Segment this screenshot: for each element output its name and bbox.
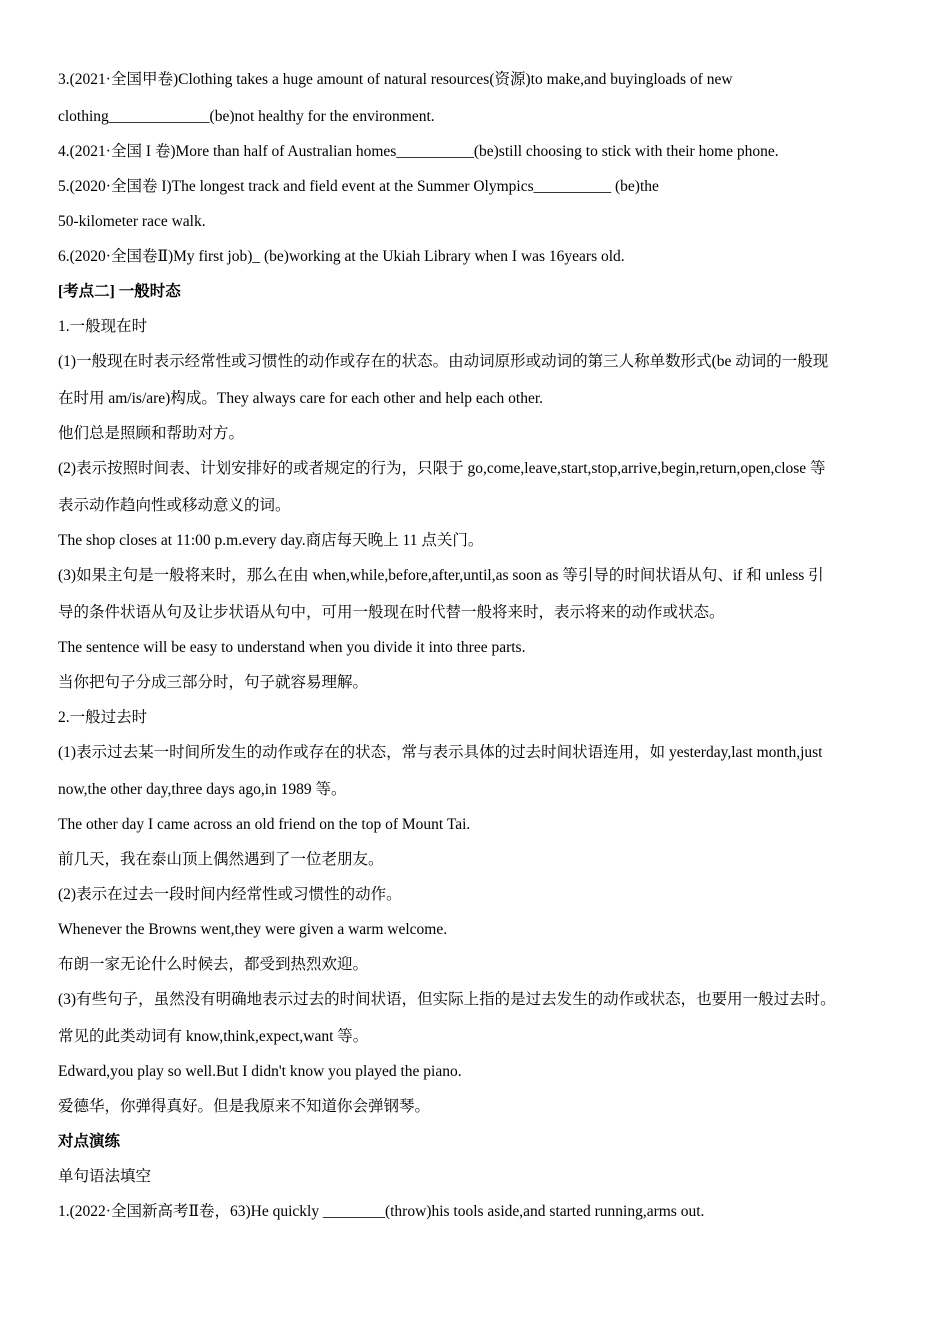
rule-present-2-example: The shop closes at 11:00 p.m.every day.商店每天晚上 11 点关门。 xyxy=(58,532,484,549)
rule-past-3-translation: 爱德华，你弹得真好。但是我原来不知道你会弹钢琴。 xyxy=(58,1098,431,1115)
rule-present-1-line-1: (1)一般现在时表示经常性或习惯性的动作或存在的状态。由动词原形或动词的第三人称单数形式(be 动词的一般现 xyxy=(58,353,829,370)
rule-past-3-line-1: (3)有些句子，虽然没有明确地表示过去的时间状语，但实际上指的是过去发生的动作或状态，也要用一般过去时。 xyxy=(58,991,836,1008)
rule-past-2-translation: 布朗一家无论什么时候去，都受到热烈欢迎。 xyxy=(58,956,369,973)
practice-subheading: 单句语法填空 xyxy=(58,1168,152,1185)
rule-past-1-translation: 前几天，我在泰山顶上偶然遇到了一位老朋友。 xyxy=(58,851,384,868)
rule-past-1-example: The other day I came across an old friend on the top of Mount Tai. xyxy=(58,816,471,833)
subheading-simple-present: 1.一般现在时 xyxy=(58,318,148,335)
document-page xyxy=(58,66,898,1233)
exercise-5-line-2: 50-kilometer race walk. xyxy=(58,213,206,230)
practice-exercise-1: 1.(2022·全国新高考Ⅱ卷，63)He quickly ________(throw)his tools aside,and started running,arms out. xyxy=(58,1203,705,1220)
rule-present-3-line-2: 导的条件状语从句及让步状语从句中，可用一般现在时代替一般将来时，表示将来的动作或状态。 xyxy=(58,604,725,621)
rule-past-2: (2)表示在过去一段时间内经常性或习惯性的动作。 xyxy=(58,886,402,903)
rule-past-1-line-1: (1)表示过去某一时间所发生的动作或存在的状态，常与表示具体的过去时间状语连用，如 yesterday,last month,just xyxy=(58,744,823,761)
exercise-5-line-1: 5.(2020·全国卷 I)The longest track and field event at the Summer Olympics__________ (be)the xyxy=(58,178,659,195)
rule-present-2-line-2: 表示动作趋向性或移动意义的词。 xyxy=(58,497,291,514)
exercise-3-line-1: 3.(2021·全国甲卷)Clothing takes a huge amount of natural resources(资源)to make,and buyingloads of new xyxy=(58,71,733,88)
section-heading-point-2: [考点二] 一般时态 xyxy=(58,283,181,300)
rule-present-3-line-1: (3)如果主句是一般将来时，那么在由 when,while,before,after,until,as soon as 等引导的时间状语从句、if 和 unless 引 xyxy=(58,567,824,584)
rule-past-3-line-2: 常见的此类动词有 know,think,expect,want 等。 xyxy=(58,1028,369,1045)
rule-past-3-example: Edward,you play so well.But I didn't know you played the piano. xyxy=(58,1063,462,1080)
exercise-6: 6.(2020·全国卷Ⅱ)My first job)_ (be)working at the Ukiah Library when I was 16years old. xyxy=(58,248,625,265)
exercise-4: 4.(2021·全国 I 卷)More than half of Australian homes__________(be)still choosing to stick with their home phone. xyxy=(58,143,779,160)
exercise-3-line-2: clothing_____________(be)not healthy for the environment. xyxy=(58,108,435,125)
rule-present-1-line-2: 在时用 am/is/are)构成。They always care for each other and help each other. xyxy=(58,390,544,407)
rule-present-2-line-1: (2)表示按照时间表、计划安排好的或者规定的行为，只限于 go,come,leave,start,stop,arrive,begin,return,open,close 等 xyxy=(58,460,826,477)
subheading-simple-past: 2.一般过去时 xyxy=(58,709,148,726)
rule-past-2-example: Whenever the Browns went,they were given a warm welcome. xyxy=(58,921,448,938)
rule-present-3-example: The sentence will be easy to understand when you divide it into three parts. xyxy=(58,639,526,656)
rule-present-1-translation: 他们总是照顾和帮助对方。 xyxy=(58,425,245,442)
practice-heading: 对点演练 xyxy=(58,1133,121,1150)
rule-past-1-line-2: now,the other day,three days ago,in 1989 等。 xyxy=(58,781,347,798)
rule-present-3-translation: 当你把句子分成三部分时，句子就容易理解。 xyxy=(58,674,369,691)
